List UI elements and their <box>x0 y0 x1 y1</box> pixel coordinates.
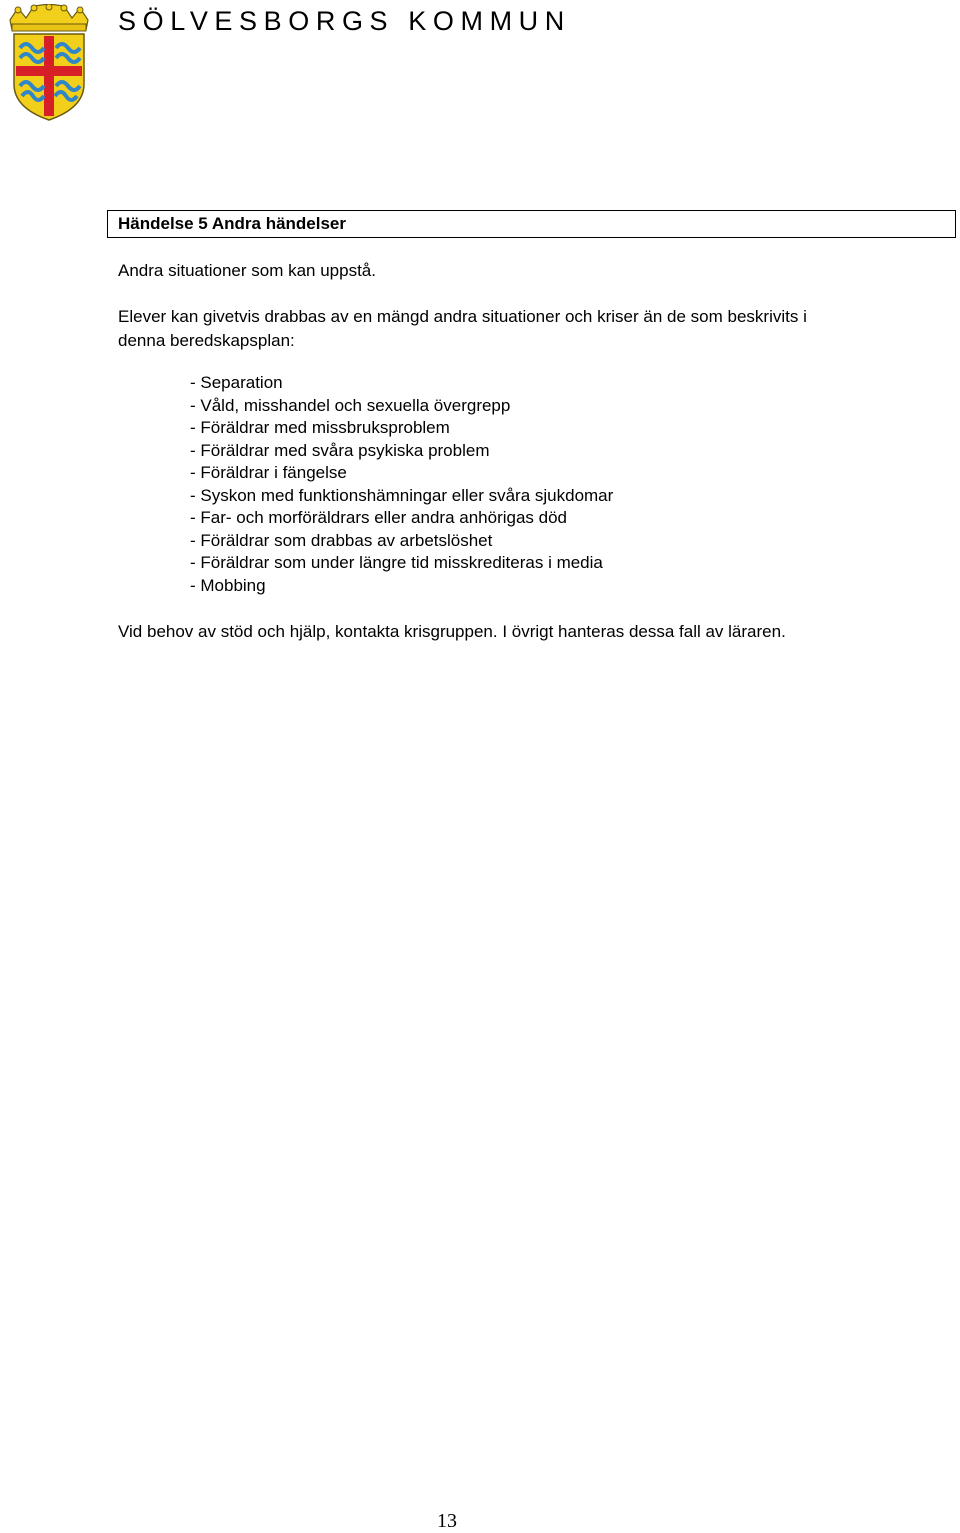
paragraph-line-2: denna beredskapsplan: <box>118 331 295 350</box>
organization-name: SÖLVESBORGS KOMMUN <box>118 6 571 36</box>
list-item: - Föräldrar i fängelse <box>190 463 347 482</box>
section-title: Händelse 5 Andra händelser <box>118 214 347 233</box>
list-item: - Föräldrar som under längre tid misskrediteras i media <box>190 553 603 572</box>
list-item: - Föräldrar med missbruksproblem <box>190 418 450 437</box>
list-item: - Våld, misshandel och sexuella övergrepp <box>190 395 511 415</box>
paragraph-line-1: Elever kan givetvis drabbas av en mängd andra situationer och kriser än de som beskrivits i <box>118 307 807 326</box>
closing-text: Vid behov av stöd och hjälp, kontakta krisgruppen. I övrigt hanteras dessa fall av läraren. <box>118 622 786 641</box>
municipal-coat-of-arms-icon <box>4 4 94 124</box>
list-item: - Mobbing <box>190 575 266 595</box>
list-item: - Separation <box>190 373 283 392</box>
situations-list <box>190 372 613 597</box>
list-item: - Far- och morföräldrars eller andra anhörigas död <box>190 508 568 527</box>
list-item: - Föräldrar med svåra psykiska problem <box>190 440 490 460</box>
list-item: - Föräldrar som drabbas av arbetslöshet <box>190 530 493 550</box>
list-item: - Syskon med funktionshämningar eller svåra sjukdomar <box>190 485 614 505</box>
page-number: 13 <box>437 1510 457 1532</box>
section-heading-box <box>107 210 956 238</box>
coat-of-arms-logo <box>4 4 94 124</box>
intro-text: Andra situationer som kan uppstå. <box>118 261 376 280</box>
